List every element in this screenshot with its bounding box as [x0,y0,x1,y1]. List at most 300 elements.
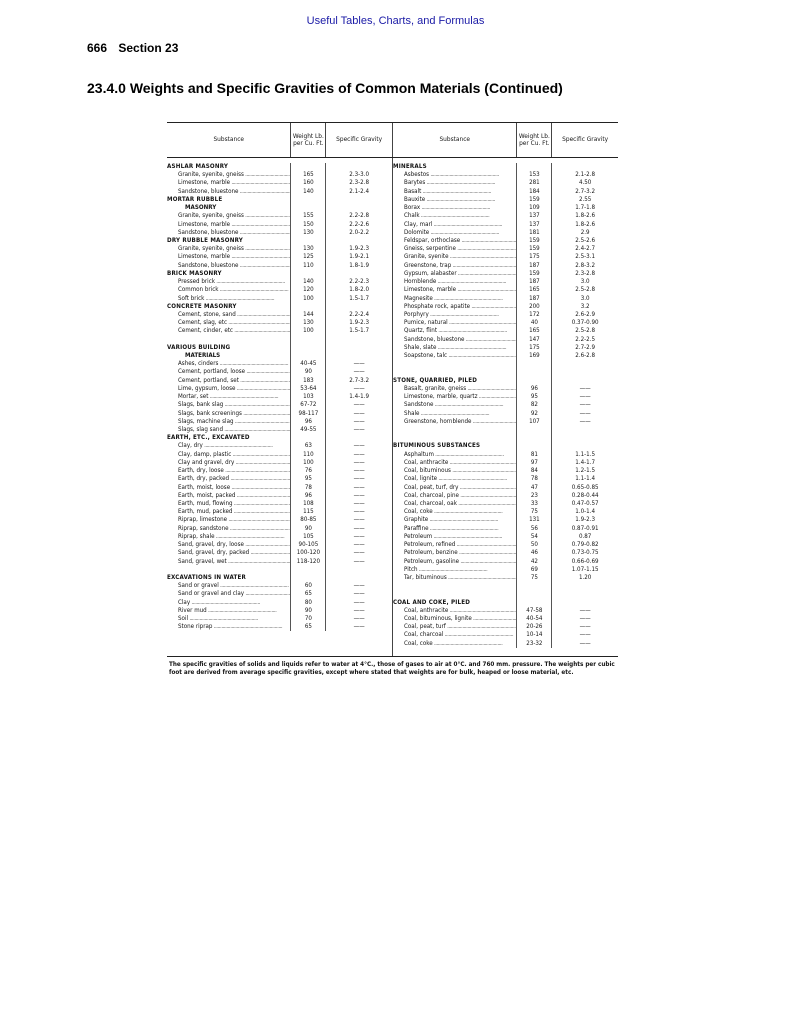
substance-cell: Coal, peat, turf ..... [393,623,516,631]
weight-cell: 187 [516,262,551,270]
weight-cell: 118-120 [290,558,325,566]
substance-cell: Earth, dry, loose ..... [167,467,290,475]
weight-cell: 130 [290,319,325,327]
substance-cell: ASHLAR MASONRY [167,163,229,170]
weight-cell: 56 [516,525,551,533]
substance-cell: Paraffine ..... [393,525,516,533]
table-row [167,286,392,294]
table-row [393,253,618,261]
specific-gravity-cell: 3.2 [551,303,618,311]
substance-cell: Cement, portland, set ..... [167,377,290,385]
specific-gravity-cell [551,368,618,376]
substance-cell: Sand or gravel and clay ..... [167,590,290,598]
weight-cell: 33 [516,500,551,508]
specific-gravity-cell: —— [325,500,392,508]
weight-cell: 155 [290,212,325,220]
category-row [167,163,392,171]
weight-cell: 110 [290,451,325,459]
specific-gravity-cell: 0.28-0.44 [551,492,618,500]
substance-cell: Coal, charcoal, oak ..... [393,500,516,508]
weight-cell [516,442,551,450]
table-row [167,368,392,376]
specific-gravity-cell: 2.0-2.2 [325,229,392,237]
category-row [393,163,618,171]
substance-cell: Earth, dry, packed ..... [167,475,290,483]
weight-cell: 172 [516,311,551,319]
specific-gravity-cell: 2.9 [551,229,618,237]
substance-cell: Ashes, cinders ..... [167,360,290,368]
specific-gravity-cell [325,270,392,278]
substance-cell: Clay and gravel, dry ..... [167,459,290,467]
table-row [167,549,392,557]
specific-gravity-cell: 2.4-2.7 [551,245,618,253]
specific-gravity-cell: 1.9-2.3 [551,516,618,524]
table-row [167,533,392,541]
page-header [87,41,178,55]
substance-cell: Soapstone, talc ..... [393,352,516,360]
specific-gravity-cell: —— [325,442,392,450]
table-row [393,541,618,549]
specific-gravity-cell: 1.5-1.7 [325,327,392,335]
table-header-row [167,123,618,158]
substance-cell: BRICK MASONRY [167,269,222,277]
weight-cell: 159 [516,196,551,204]
substance-cell: Gneiss, serpentine ..... [393,245,516,253]
substance-cell: Barytes ..... [393,179,516,187]
substance-cell: Pressed brick ..... [167,278,290,286]
weight-cell: 90 [290,525,325,533]
section-heading: 23.4.0 Weights and Specific Gravities of Common Materials (Continued) [87,80,563,96]
specific-gravity-cell: 2.5-2.8 [551,286,618,294]
table-row [167,599,392,607]
substance-cell: Coal, lignite ..... [393,475,516,483]
substance-cell: Slags, slag sand ..... [167,426,290,434]
table-row [167,525,392,533]
weight-cell: 281 [516,179,551,187]
table-row [167,558,392,566]
table-row [393,311,618,319]
specific-gravity-cell: 3.0 [551,278,618,286]
specific-gravity-cell: —— [325,615,392,623]
specific-gravity-cell: 0.66-0.69 [551,558,618,566]
substance-cell: Mortar, set ..... [167,393,290,401]
category-row [393,377,618,385]
substance-cell: MASONRY [185,204,217,212]
weight-cell: 98-117 [290,410,325,418]
substance-cell: Coal, charcoal, pine ..... [393,492,516,500]
weight-cell: 95 [290,475,325,483]
table-row [393,245,618,253]
table-row [167,508,392,516]
table-row [393,204,618,212]
weight-cell: 47 [516,484,551,492]
table-row [393,401,618,409]
weight-cell: 100 [290,459,325,467]
weight-cell: 140 [290,188,325,196]
specific-gravity-cell: 1.5-1.7 [325,295,392,303]
weight-cell [290,204,325,212]
weight-cell [290,344,325,352]
table-row [393,237,618,245]
specific-gravity-cell: —— [551,607,618,615]
specific-gravity-cell: —— [551,418,618,426]
table-row [393,262,618,270]
weight-cell: 150 [290,221,325,229]
weight-cell: 165 [516,286,551,294]
weight-cell [516,377,551,385]
table-row [393,426,618,434]
specific-gravity-cell: 2.8-3.2 [551,262,618,270]
table-row [393,475,618,483]
weight-cell: 169 [516,352,551,360]
specific-gravity-cell: 1.8-2.6 [551,221,618,229]
substance-cell [167,336,290,344]
substance-cell: Sand, gravel, dry, packed ..... [167,549,290,557]
weight-cell: 60 [290,582,325,590]
substance-cell: Feldspar, orthoclase ..... [393,237,516,245]
specific-gravity-cell: 1.9-2.1 [325,253,392,261]
weight-cell [290,434,325,442]
table-row [167,492,392,500]
table-row [393,582,618,590]
specific-gravity-cell [325,344,392,352]
substance-cell: Coal, bituminous, lignite ..... [393,615,516,623]
specific-gravity-cell: —— [325,549,392,557]
substance-cell [393,582,516,590]
table-row [393,492,618,500]
weight-cell: 200 [516,303,551,311]
substance-cell: Common brick ..... [167,286,290,294]
table-row [167,179,392,187]
specific-gravity-cell: —— [325,492,392,500]
weight-cell: 160 [290,179,325,187]
table-row [393,303,618,311]
substance-cell: MINERALS [393,163,427,170]
category-row [167,237,392,245]
table-row [167,451,392,459]
weight-cell [516,599,551,607]
specific-gravity-cell: —— [325,410,392,418]
header-specific-gravity: Specific Gravity [325,123,392,157]
table-row [167,500,392,508]
substance-cell: Stone riprap ..... [167,623,290,631]
weight-cell: 187 [516,295,551,303]
specific-gravity-cell: —— [325,418,392,426]
table-row [167,262,392,270]
weight-cell: 137 [516,221,551,229]
specific-gravity-cell: 2.3-3.0 [325,171,392,179]
substance-cell: Granite, syenite, gneiss ..... [167,171,290,179]
substance-cell: DRY RUBBLE MASONRY [167,236,243,244]
specific-gravity-cell [551,599,618,607]
category-row [167,270,392,278]
substance-cell: Coal, anthracite ..... [393,607,516,615]
specific-gravity-cell [325,336,392,344]
weight-cell [290,237,325,245]
specific-gravity-cell: 2.5-2.6 [551,237,618,245]
weight-cell: 76 [290,467,325,475]
specific-gravity-cell: 3.0 [551,295,618,303]
substance-cell: Granite, syenite, gneiss ..... [167,212,290,220]
weight-cell: 147 [516,336,551,344]
table-row [393,360,618,368]
substance-cell: BITUMINOUS SUBSTANCES [393,442,481,450]
weight-cell: 144 [290,311,325,319]
specific-gravity-cell [551,434,618,442]
specific-gravity-cell: 2.5-3.1 [551,253,618,261]
specific-gravity-cell: 1.4-1.9 [325,393,392,401]
weight-cell: 10-14 [516,631,551,639]
specific-gravity-cell: 1.8-2.0 [325,286,392,294]
weight-cell: 53-64 [290,385,325,393]
specific-gravity-cell: —— [325,607,392,615]
table-row [393,286,618,294]
category-row [167,303,392,311]
substance-cell [393,426,516,434]
specific-gravity-cell [325,566,392,574]
specific-gravity-cell [325,204,392,212]
table-row [167,467,392,475]
specific-gravity-cell [325,574,392,582]
substance-cell: Granite, syenite ..... [393,253,516,261]
specific-gravity-cell: 1.0-1.4 [551,508,618,516]
specific-gravity-cell: 1.8-2.6 [551,212,618,220]
specific-gravity-cell: 2.3-2.8 [551,270,618,278]
table-row [167,278,392,286]
table-row [167,418,392,426]
specific-gravity-cell: 0.47-0.57 [551,500,618,508]
substance-cell: Sandstone, bluestone ..... [393,336,516,344]
table-row [167,615,392,623]
specific-gravity-cell: 2.6-2.8 [551,352,618,360]
specific-gravity-cell: 0.87 [551,533,618,541]
right-column [393,158,618,656]
substance-cell: MATERIALS [185,352,221,360]
substance-cell: Limestone, marble, quartz ..... [393,393,516,401]
weight-cell: 100 [290,327,325,335]
substance-cell: Gypsum, alabaster ..... [393,270,516,278]
header-substance-right: Substance [392,123,516,157]
substance-cell: Clay, dry ..... [167,442,290,450]
substance-cell: Sandstone, bluestone ..... [167,229,290,237]
specific-gravity-cell [325,434,392,442]
substance-cell: Pumice, natural ..... [393,319,516,327]
substance-cell: Borax ..... [393,204,516,212]
table-row [167,171,392,179]
category-row [167,196,392,204]
specific-gravity-cell: 2.1-2.8 [551,171,618,179]
table-row [393,631,618,639]
weight-cell: 23 [516,492,551,500]
specific-gravity-cell [325,196,392,204]
table-row [393,188,618,196]
table-row [167,607,392,615]
weight-cell: 92 [516,410,551,418]
weight-cell: 159 [516,270,551,278]
category-row [393,442,618,450]
left-column [167,158,393,656]
specific-gravity-cell: 2.6-2.9 [551,311,618,319]
specific-gravity-cell: 2.7-2.9 [551,344,618,352]
table-row [393,179,618,187]
table-row [393,623,618,631]
table-row [393,393,618,401]
table-row [393,451,618,459]
specific-gravity-cell [551,163,618,171]
table-row [167,377,392,385]
table-row [167,623,392,631]
weight-cell: 96 [290,418,325,426]
substance-cell: Magnesite ..... [393,295,516,303]
specific-gravity-cell: 0.79-0.82 [551,541,618,549]
weight-cell: 96 [290,492,325,500]
table-row [167,484,392,492]
specific-gravity-cell: —— [325,401,392,409]
substance-cell: Asphaltum ..... [393,451,516,459]
table-row [393,533,618,541]
weight-cell [516,163,551,171]
weight-cell: 65 [290,590,325,598]
weight-cell: 49-55 [290,426,325,434]
substance-cell: COAL AND COKE, PILED [393,598,471,606]
category-row [393,599,618,607]
specific-gravity-cell: 2.2-2.3 [325,278,392,286]
specific-gravity-cell [551,442,618,450]
specific-gravity-cell: 2.7-3.2 [551,188,618,196]
specific-gravity-cell: 2.7-3.2 [325,377,392,385]
specific-gravity-cell: —— [325,451,392,459]
weight-cell [290,163,325,171]
specific-gravity-cell [551,360,618,368]
specific-gravity-cell: —— [325,385,392,393]
substance-cell: Limestone, marble ..... [393,286,516,294]
weight-cell: 75 [516,508,551,516]
substance-cell: Slags, machine slag ..... [167,418,290,426]
table-row [393,516,618,524]
weight-cell: 97 [516,459,551,467]
weight-cell [290,336,325,344]
specific-gravity-cell: 1.9-2.3 [325,319,392,327]
substance-cell: Bauxite ..... [393,196,516,204]
specific-gravity-cell: 2.2-2.8 [325,212,392,220]
table-row [167,253,392,261]
table-row [393,615,618,623]
table-row [167,319,392,327]
specific-gravity-cell: —— [325,459,392,467]
substance-cell: Coal, coke ..... [393,640,516,648]
weight-cell: 78 [290,484,325,492]
weight-cell: 75 [516,574,551,582]
weight-cell: 20-26 [516,623,551,631]
weight-cell [290,196,325,204]
specific-gravity-cell: —— [325,368,392,376]
weight-cell [290,566,325,574]
weight-cell: 109 [516,204,551,212]
substance-cell: STONE, QUARRIED, PILED [393,376,478,384]
weight-cell: 175 [516,253,551,261]
table-row [393,500,618,508]
substance-cell: Hornblende ..... [393,278,516,286]
table-row [393,459,618,467]
table-row [393,336,618,344]
weight-cell: 46 [516,549,551,557]
specific-gravity-cell: 1.4-1.7 [551,459,618,467]
specific-gravity-cell [551,582,618,590]
table-row [167,360,392,368]
weight-cell [516,426,551,434]
weight-cell: 187 [516,278,551,286]
table-row [167,516,392,524]
substance-cell: Tar, bituminous ..... [393,574,516,582]
weight-cell: 42 [516,558,551,566]
weight-cell: 110 [290,262,325,270]
specific-gravity-cell: —— [325,525,392,533]
weight-cell: 137 [516,212,551,220]
substance-cell: Earth, moist, loose ..... [167,484,290,492]
weight-cell: 81 [516,451,551,459]
specific-gravity-cell: —— [551,385,618,393]
weight-cell: 40 [516,319,551,327]
substance-cell: Sandstone, bluestone ..... [167,262,290,270]
weight-cell: 105 [290,533,325,541]
weight-cell: 90 [290,368,325,376]
specific-gravity-cell: 2.2-2.5 [551,336,618,344]
table-row [393,327,618,335]
substance-cell: Pitch ..... [393,566,516,574]
specific-gravity-cell [325,352,392,360]
specific-gravity-cell: 2.55 [551,196,618,204]
weight-cell: 78 [516,475,551,483]
specific-gravity-cell: 1.8-1.9 [325,262,392,270]
table-row [167,475,392,483]
table-row [393,607,618,615]
weight-cell: 103 [290,393,325,401]
specific-gravity-cell [551,426,618,434]
substance-cell: Slags, bank slag ..... [167,401,290,409]
specific-gravity-cell: —— [551,401,618,409]
substance-cell: Sand, gravel, dry, loose ..... [167,541,290,549]
substance-cell: CONCRETE MASONRY [167,302,237,310]
substance-cell: Cement, stone, sand ..... [167,311,290,319]
specific-gravity-cell: —— [551,631,618,639]
weight-cell: 63 [290,442,325,450]
substance-cell: EARTH, ETC., EXCAVATED [167,434,250,442]
table-row [393,319,618,327]
weight-cell: 80 [290,599,325,607]
substance-cell: Sand or gravel ..... [167,582,290,590]
substance-cell: Coal, coke ..... [393,508,516,516]
substance-cell: Petroleum, benzine ..... [393,549,516,557]
table-row [167,590,392,598]
specific-gravity-cell: —— [325,516,392,524]
substance-cell: Sandstone ..... [393,401,516,409]
weight-cell: 120 [290,286,325,294]
substance-cell: Asbestos ..... [393,171,516,179]
table-row [393,525,618,533]
specific-gravity-cell: 2.3-2.8 [325,179,392,187]
weight-cell: 115 [290,508,325,516]
specific-gravity-cell: —— [325,475,392,483]
weight-cell: 184 [516,188,551,196]
section-label: Section 23 [118,41,179,55]
category-row [167,434,392,442]
table-row [393,410,618,418]
substance-cell: Clay ..... [167,599,290,607]
table-row [167,212,392,220]
specific-gravity-cell: 2.2-2.4 [325,311,392,319]
substance-cell: Porphyry ..... [393,311,516,319]
specific-gravity-cell: —— [325,623,392,631]
